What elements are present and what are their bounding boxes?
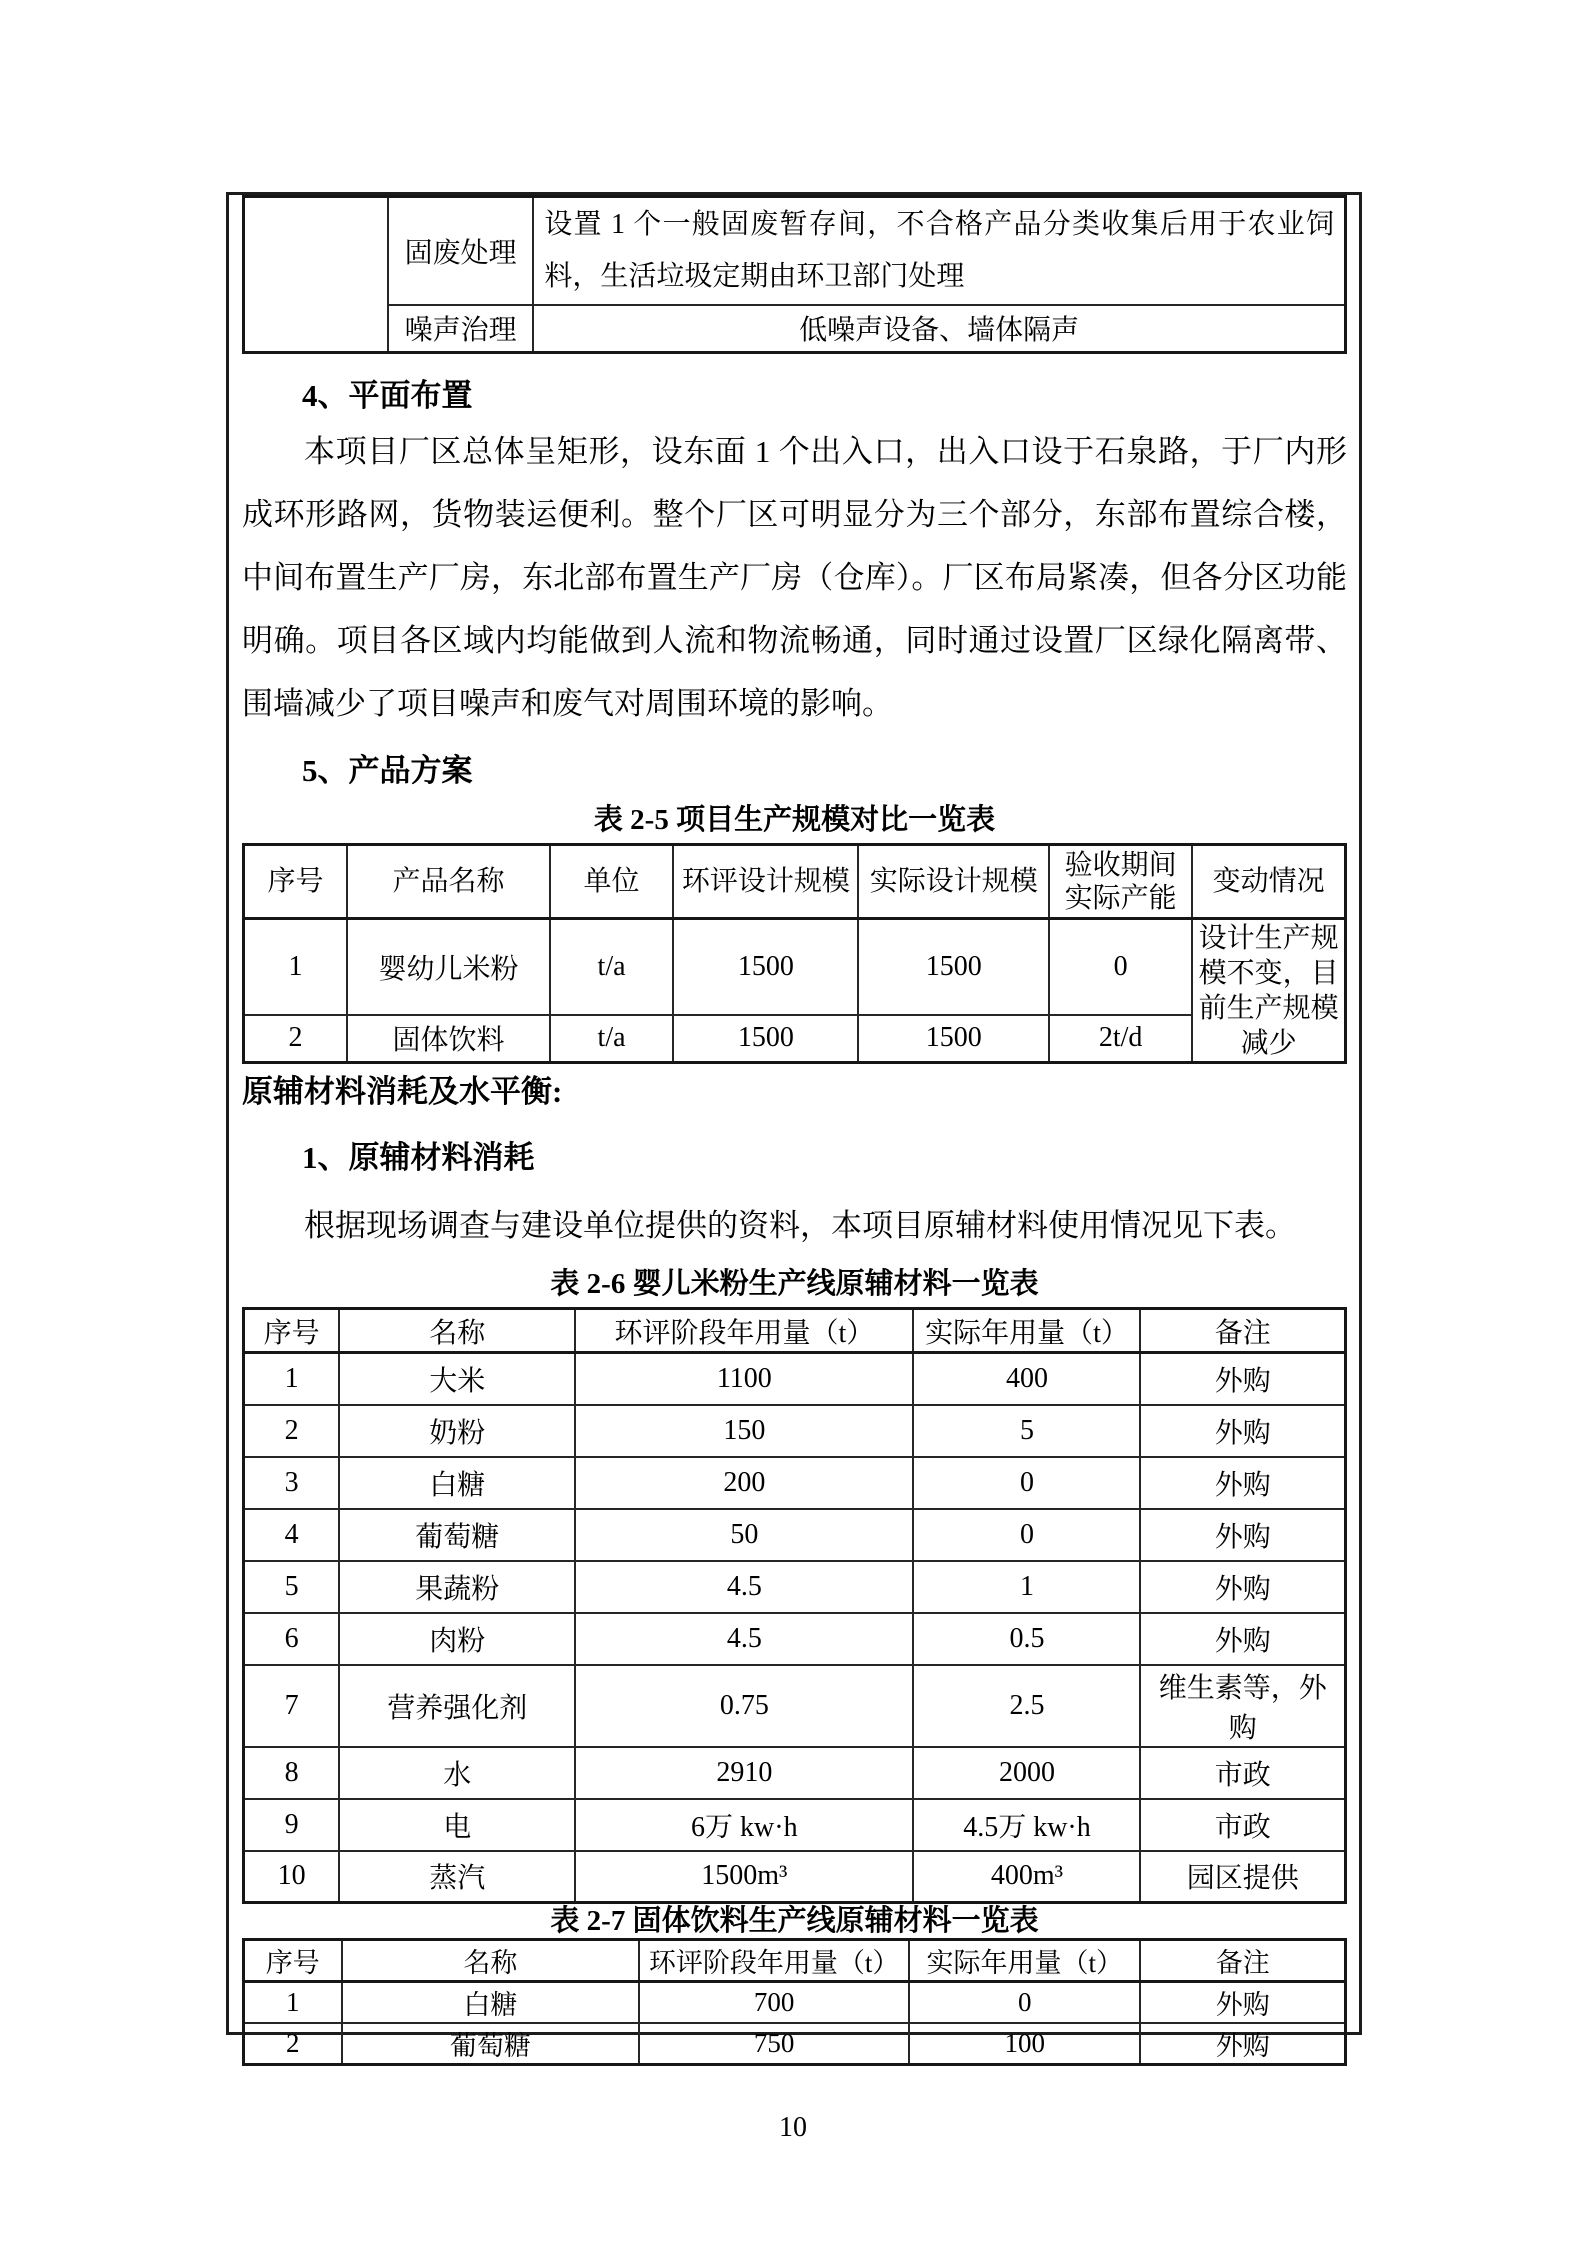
table-cell: 葡萄糖 [339, 1509, 575, 1561]
table-row [244, 1982, 1346, 2024]
table-row [244, 2023, 1346, 2065]
column-header: 实际年用量（t） [909, 1940, 1140, 1982]
table-cell: 外购 [1140, 1353, 1345, 1405]
table-cell: 水 [339, 1747, 575, 1799]
table-cell: 奶粉 [339, 1405, 575, 1457]
table-cell: 维生素等，外购 [1140, 1665, 1345, 1747]
rice-powder-materials-table [242, 1307, 1347, 1904]
table-cell: 白糖 [342, 1982, 640, 2024]
table-cell: 5 [244, 1561, 340, 1613]
table-row [244, 1799, 1346, 1851]
table-cell: 外购 [1140, 1457, 1345, 1509]
column-header: 备注 [1140, 1940, 1345, 1982]
table-header-row [244, 1940, 1346, 1982]
table-cell: 0 [913, 1457, 1140, 1509]
table-header-row [244, 845, 1346, 919]
table-row [244, 1561, 1346, 1613]
table-cell: 白糖 [339, 1457, 575, 1509]
column-header: 产品名称 [347, 845, 550, 919]
table-cell: 1 [244, 919, 348, 1015]
table-2-7-caption: 表 2-7 固体饮料生产线原辅材料一览表 [550, 1905, 1039, 1937]
table-cell: 果蔬粉 [339, 1561, 575, 1613]
table-cell: 外购 [1140, 1982, 1345, 2024]
table-cell: 4.5 [575, 1561, 913, 1613]
table-row [244, 1457, 1346, 1509]
table-cell: 市政 [1140, 1799, 1345, 1851]
table-row [244, 1509, 1346, 1561]
table-row [244, 305, 1346, 353]
change-note-cell: 设计生产规模不变，目前生产规模减少 [1192, 919, 1345, 1063]
table-cell: 5 [913, 1405, 1140, 1457]
table-cell: 2000 [913, 1747, 1140, 1799]
table-cell: 外购 [1140, 1405, 1345, 1457]
table-cell: 外购 [1140, 1561, 1345, 1613]
section-4-paragraph: 本项目厂区总体呈矩形，设东面 1 个出入口，出入口设于石泉路，于厂内形成环形路网，货物装运便利。整个厂区可明显分为三个部分，东部布置综合楼，中间布置生产厂房，东北部布置生产厂房（仓库）。厂区布局紧凑，但各分区功能明确。项目各区域内均能做到人流和物流畅通，同时通过设置厂区绿化隔离带、围墙减少了项目噪声和废气对周围环境的影响。 [242, 434, 1347, 721]
solid-waste-measures: 设置 1 个一般固废暂存间，不合格产品分类收集后用于农业饲料，生活垃圾定期由环卫部门处理 [533, 197, 1345, 305]
table-cell: 10 [244, 1851, 340, 1903]
table-cell: 1500m³ [575, 1851, 913, 1903]
solid-drink-materials-table [242, 1938, 1347, 2066]
page-number: 10 [779, 2112, 807, 2143]
table-cell: 营养强化剂 [339, 1665, 575, 1747]
production-scale-table [242, 843, 1347, 1064]
table-row [244, 1747, 1346, 1799]
table-cell: 6 [244, 1613, 340, 1665]
table-cell: 市政 [1140, 1747, 1345, 1799]
table-row [244, 1665, 1346, 1747]
column-header: 实际设计规模 [858, 845, 1049, 919]
table-cell: t/a [550, 919, 673, 1015]
column-header: 环评阶段年用量（t） [639, 1940, 909, 1982]
table-2-6-caption: 表 2-6 婴儿米粉生产线原辅材料一览表 [550, 1268, 1039, 1300]
table-cell: 50 [575, 1509, 913, 1561]
table-cell: 2 [244, 1405, 340, 1457]
column-header: 验收期间实际产能 [1049, 845, 1192, 919]
table-cell: 750 [639, 2023, 909, 2065]
column-header: 变动情况 [1192, 845, 1345, 919]
noise-control-measures: 低噪声设备、墙体隔声 [533, 305, 1345, 353]
table-cell: 700 [639, 1982, 909, 2024]
table-cell: 大米 [339, 1353, 575, 1405]
table-row [244, 197, 1346, 305]
column-header: 单位 [550, 845, 673, 919]
table-row [244, 1015, 1346, 1063]
table-cell: 园区提供 [1140, 1851, 1345, 1903]
table-cell: 葡萄糖 [342, 2023, 640, 2065]
table-cell: 6万 kw·h [575, 1799, 913, 1851]
table-cell: 1500 [673, 919, 858, 1015]
sub-1-paragraph: 根据现场调查与建设单位提供的资料，本项目原辅材料使用情况见下表。 [304, 1208, 1296, 1243]
table-cell: 1500 [858, 919, 1049, 1015]
sub-1-heading: 1、原辅材料消耗 [302, 1140, 535, 1175]
table-header-row [244, 1309, 1346, 1353]
column-header: 备注 [1140, 1309, 1345, 1353]
table-cell: 9 [244, 1799, 340, 1851]
column-header: 实际年用量（t） [913, 1309, 1140, 1353]
table-2-5-caption: 表 2-5 项目生产规模对比一览表 [593, 804, 996, 836]
content-frame [226, 192, 1362, 2061]
materials-heading: 原辅材料消耗及水平衡: [242, 1074, 563, 1109]
table-cell: 0.5 [913, 1613, 1140, 1665]
table-row [244, 1405, 1346, 1457]
table-cell: 固体饮料 [347, 1015, 550, 1063]
table-cell: 外购 [1140, 1509, 1345, 1561]
table-cell: 2 [244, 1015, 348, 1063]
table-cell: 4.5万 kw·h [913, 1799, 1140, 1851]
table-cell: 2910 [575, 1747, 913, 1799]
section-5-heading: 5、产品方案 [302, 753, 473, 788]
table-cell: 400 [913, 1353, 1140, 1405]
table-cell: 外购 [1140, 1613, 1345, 1665]
table-cell: 150 [575, 1405, 913, 1457]
table-cell: 外购 [1140, 2023, 1345, 2065]
solid-waste-label: 固废处理 [388, 197, 533, 305]
table-cell: 2.5 [913, 1665, 1140, 1747]
table-row [244, 1851, 1346, 1903]
column-header: 环评设计规模 [673, 845, 858, 919]
table-cell: t/a [550, 1015, 673, 1063]
table-cell: 电 [339, 1799, 575, 1851]
table-row [244, 1613, 1346, 1665]
column-header: 环评阶段年用量（t） [575, 1309, 913, 1353]
table-cell: 400m³ [913, 1851, 1140, 1903]
table-cell: 1 [913, 1561, 1140, 1613]
table-cell: 0 [1049, 919, 1192, 1015]
table-cell: 肉粉 [339, 1613, 575, 1665]
table-cell: 4.5 [575, 1613, 913, 1665]
table-cell: 2 [244, 2023, 342, 2065]
table-cell: 婴幼儿米粉 [347, 919, 550, 1015]
table-cell: 1100 [575, 1353, 913, 1405]
table-cell: 200 [575, 1457, 913, 1509]
table-cell: 0 [909, 1982, 1140, 2024]
table-cell: 1 [244, 1982, 342, 2024]
table-cell: 8 [244, 1747, 340, 1799]
pollution-control-table [242, 195, 1347, 354]
table-cell: 100 [909, 2023, 1140, 2065]
table-cell: 4 [244, 1509, 340, 1561]
table-cell: 1500 [858, 1015, 1049, 1063]
table-cell: 1 [244, 1353, 340, 1405]
table-cell: 0 [913, 1509, 1140, 1561]
table-row [244, 1353, 1346, 1405]
column-header: 序号 [244, 1940, 342, 1982]
table-cell: 0.75 [575, 1665, 913, 1747]
section-4-heading: 4、平面布置 [302, 378, 473, 413]
table-cell: 2t/d [1049, 1015, 1192, 1063]
table-cell: 蒸汽 [339, 1851, 575, 1903]
table-cell: 1500 [673, 1015, 858, 1063]
column-header: 序号 [244, 1309, 340, 1353]
column-header: 名称 [339, 1309, 575, 1353]
empty-category-cell [244, 197, 388, 353]
table-row [244, 919, 1346, 1015]
column-header: 序号 [244, 845, 348, 919]
column-header: 名称 [342, 1940, 640, 1982]
table-cell: 7 [244, 1665, 340, 1747]
table-cell: 3 [244, 1457, 340, 1509]
noise-control-label: 噪声治理 [388, 305, 533, 353]
